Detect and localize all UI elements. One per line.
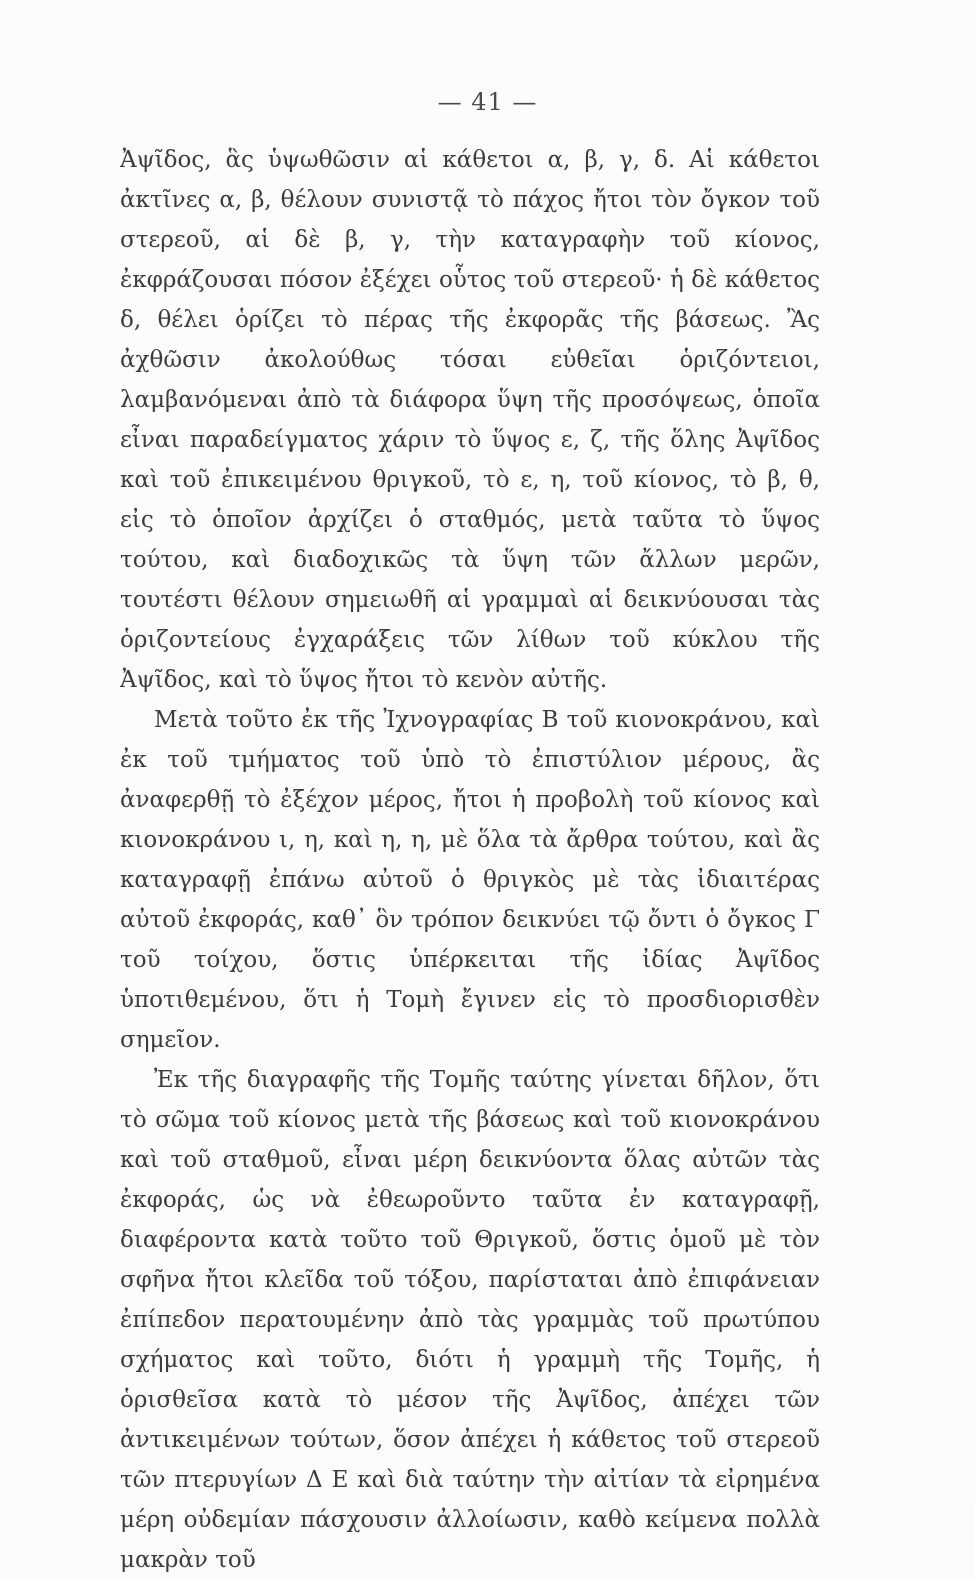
body-text <box>120 140 820 1580</box>
paragraph-2: Μετὰ τοῦτο ἐκ τῆς Ἰχνογραφίας Β τοῦ κιονοκράνου, καὶ ἐκ τοῦ τμήματος τοῦ ὑπὸ τὸ ἐπιστύλιον μέρους, ἂς ἀναφερθῇ τὸ ἐξέχον μέρος, ἤτοι ἡ προβολὴ τοῦ κίονος καὶ κιονοκράνου ι, η, καὶ η, η, μὲ ὅλα τὰ ἄρθρα τούτου, καὶ ἂς καταγραφῇ ἐπάνω αὐτοῦ ὁ θριγκὸς μὲ τὰς ἰδιαιτέρας αὐτοῦ ἐκφοράς, καθ᾽ ὃν τρόπον δεικνύει τῷ ὄντι ὁ ὄγκος Γ τοῦ τοίχου, ὅστις ὑπέρκειται τῆς ἰδίας Ἀψῖδος ὑποτιθεμένου, ὅτι ἡ Τομὴ ἔγινεν εἰς τὸ προσδιορισθὲν σημεῖον. <box>120 707 820 1053</box>
paragraph-1: Ἀψῖδος, ἃς ὑψωθῶσιν αἱ κάθετοι α, β, γ, δ. Αἱ κάθετοι ἀκτῖνες α, β, θέλουν συνιστᾷ τὸ πάχος ἤτοι τὸν ὄγκον τοῦ στερεοῦ, αἱ δὲ β, γ, τὴν καταγραφὴν τοῦ κίονος, ἐκφράζουσαι πόσον ἐξέχει οὗτος τοῦ στερεοῦ· ἡ δὲ κάθετος δ, θέλει ὁρίζει τὸ πέρας τῆς ἐκφορᾶς τῆς βάσεως. Ἂς ἀχθῶσιν ἀκολούθως τόσαι εὐθεῖαι ὁριζόντειοι, λαμβανόμεναι ἀπὸ τὰ διάφορα ὕψη τῆς προσόψεως, ὁποῖα εἶναι παραδείγματος χάριν τὸ ὕψος ε, ζ, τῆς ὅλης Ἀψῖδος καὶ τοῦ ἐπικειμένου θριγκοῦ, τὸ ε, η, τοῦ κίονος, τὸ β, θ, εἰς τὸ ὁποῖον ἀρχίζει ὁ σταθμός, μετὰ ταῦτα τὸ ὕψος τούτου, καὶ διαδοχικῶς τὰ ὕψη τῶν ἄλλων μερῶν, τουτέστι θέλουν σημειωθῆ αἱ γραμμαὶ αἱ δεικνύουσαι τὰς ὁριζοντείους ἐγχαράξεις τῶν λίθων τοῦ κύκλου τῆς Ἀψῖδος, καὶ τὸ ὕψος ἤτοι τὸ κενὸν αὐτῆς. <box>120 147 820 693</box>
page-number: — 41 — <box>437 88 538 116</box>
paragraph-3: Ἐκ τῆς διαγραφῆς τῆς Τομῆς ταύτης γίνεται δῆλον, ὅτι τὸ σῶμα τοῦ κίονος μετὰ τῆς βάσεως καὶ τοῦ κιονοκράνου καὶ τοῦ σταθμοῦ, εἶναι μέρη δεικνύοντα ὅλας αὐτῶν τὰς ἐκφοράς, ὡς νὰ ἐθεωροῦντο ταῦτα ἐν καταγραφῇ, διαφέροντα κατὰ τοῦτο τοῦ Θριγκοῦ, ὅστις ὁμοῦ μὲ τὸν σφῆνα ἤτοι κλεῖδα τοῦ τόξου, παρίσταται ἀπὸ ἐπιφάνειαν ἐπίπεδον περατουμένην ἀπὸ τὰς γραμμὰς τοῦ πρωτύπου σχήματος καὶ τοῦτο, διότι ἡ γραμμὴ τῆς Τομῆς, ἡ ὁρισθεῖσα κατὰ τὸ μέσον τῆς Ἀψῖδος, ἀπέχει τῶν ἀντικειμένων τούτων, ὅσον ἀπέχει ἡ κάθετος τοῦ στερεοῦ τῶν πτερυγίων Δ Ε καὶ διὰ ταύτην τὴν αἰτίαν τὰ εἰρημένα μέρη οὐδεμίαν πάσχουσιν ἀλλοίωσιν, καθὸ κείμενα πολλὰ μακρὰν τοῦ <box>120 1067 820 1573</box>
